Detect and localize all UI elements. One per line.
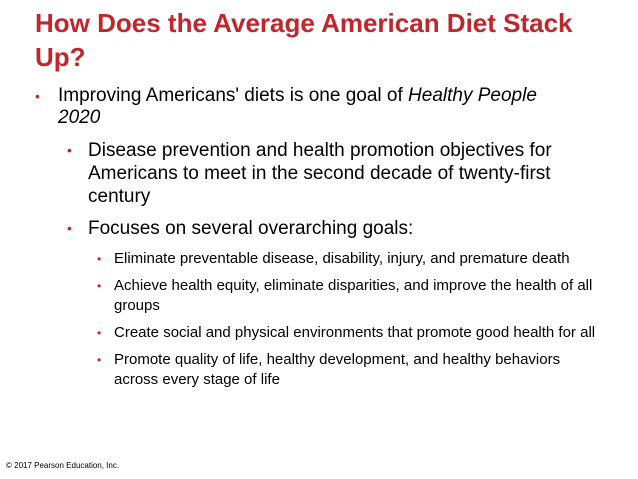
- bullet-level2-goals: [67, 217, 588, 240]
- slide-body: [0, 85, 638, 397]
- bullet-text: Create social and physical environments that promote good health for all: [114, 324, 596, 341]
- bullet-icon: •: [97, 279, 102, 293]
- bullet-text: Disease prevention and health promotion objectives for Americans to meet in the second decade of twenty-first century: [88, 140, 552, 207]
- bullet-icon: •: [97, 252, 102, 266]
- bullet-text: Achieve health equity, eliminate disparities, and improve the health of all groups: [114, 277, 593, 314]
- bullet-level3-environments: [97, 323, 604, 343]
- bullet-icon: •: [67, 220, 72, 236]
- copyright-footer: © 2017 Pearson Education, Inc.: [6, 461, 120, 470]
- bullet-icon: •: [97, 326, 102, 340]
- bullet-text: Promote quality of life, healthy development, and healthy behaviors across every stage of life: [114, 351, 561, 388]
- bullet-text-italic: Healthy People 2020: [58, 85, 537, 128]
- bullet-text: Focuses on several overarching goals:: [88, 218, 414, 239]
- bullet-level3-health-equity: [97, 276, 604, 316]
- slide-title: How Does the Average American Diet Stack Up?: [35, 8, 573, 72]
- bullet-level1-healthy-people: [35, 85, 578, 129]
- bullet-icon: •: [67, 142, 72, 158]
- bullet-text: Eliminate preventable disease, disability, injury, and premature death: [114, 250, 570, 267]
- bullet-level3-quality-of-life: [97, 350, 604, 390]
- bullet-text: Improving Americans' diets is one goal of: [58, 85, 409, 106]
- bullet-icon: •: [97, 353, 102, 367]
- bullet-level3-eliminate-disease: [97, 249, 604, 269]
- bullet-level2-objectives: [67, 139, 588, 208]
- bullet-icon: •: [35, 88, 40, 104]
